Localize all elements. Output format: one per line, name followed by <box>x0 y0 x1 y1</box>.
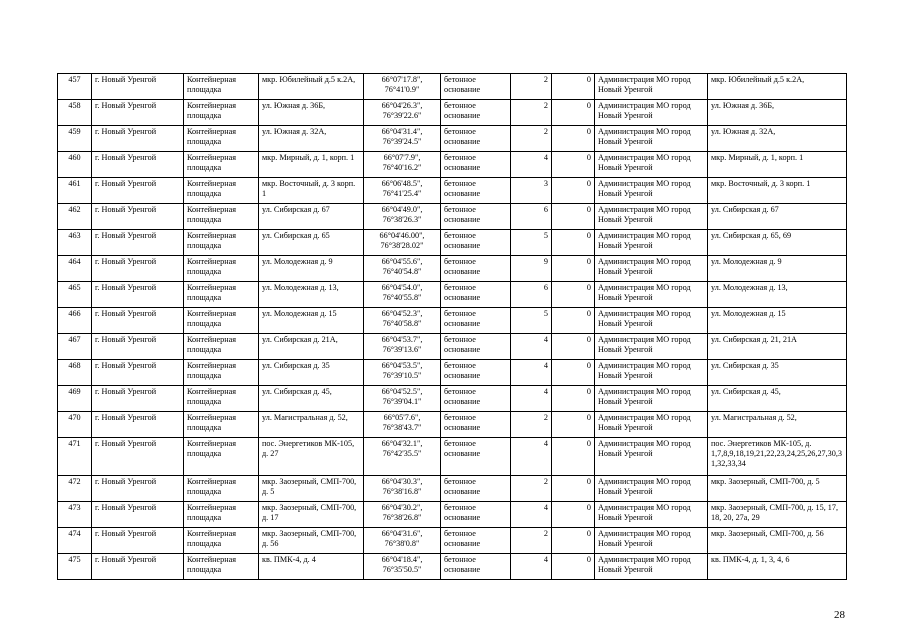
table-row <box>58 386 847 412</box>
city-cell: г. Новый Уренгой <box>92 256 184 282</box>
container-count-cell: 5 <box>511 230 552 256</box>
owner-cell: Администрация МО город Новый Уренгой <box>595 554 708 580</box>
row-number: 474 <box>58 528 92 554</box>
site-type-cell: Контейнерная площадка <box>184 528 259 554</box>
coordinates-cell: 66°04'30.2", 76°38'26.8" <box>364 502 441 528</box>
city-cell: г. Новый Уренгой <box>92 554 184 580</box>
surface-cell: бетонное основание <box>441 386 511 412</box>
city-cell: г. Новый Уренгой <box>92 100 184 126</box>
volume-cell: 0 <box>552 412 595 438</box>
city-cell: г. Новый Уренгой <box>92 438 184 476</box>
coordinates-cell: 66°06'48.5", 76°41'25.4" <box>364 178 441 204</box>
table-row <box>58 178 847 204</box>
owner-cell: Администрация МО город Новый Уренгой <box>595 230 708 256</box>
owner-cell: Администрация МО город Новый Уренгой <box>595 360 708 386</box>
row-number: 475 <box>58 554 92 580</box>
surface-cell: бетонное основание <box>441 334 511 360</box>
surface-cell: бетонное основание <box>441 554 511 580</box>
surface-cell: бетонное основание <box>441 476 511 502</box>
coordinates-cell: 66°04'18.4", 76°35'50.5" <box>364 554 441 580</box>
address-cell: ул. Сибирская д. 67 <box>259 204 364 230</box>
coordinates-cell: 66°04'30.3", 76°38'16.8" <box>364 476 441 502</box>
address-cell: мкр. Заозерный, СМП-700, д. 17 <box>259 502 364 528</box>
owner-cell: Администрация МО город Новый Уренгой <box>595 126 708 152</box>
volume-cell: 0 <box>552 230 595 256</box>
coordinates-cell: 66°04'26.3", 76°39'22.6" <box>364 100 441 126</box>
row-number: 461 <box>58 178 92 204</box>
address-cell: мкр. Восточный, д. 3 корп. 1 <box>259 178 364 204</box>
address-cell: ул. Сибирская д. 21А, <box>259 334 364 360</box>
volume-cell: 0 <box>552 438 595 476</box>
site-type-cell: Контейнерная площадка <box>184 282 259 308</box>
coordinates-cell: 66°04'54.0", 76°40'55.8" <box>364 282 441 308</box>
site-type-cell: Контейнерная площадка <box>184 386 259 412</box>
owner-cell: Администрация МО город Новый Уренгой <box>595 476 708 502</box>
owner-cell: Администрация МО город Новый Уренгой <box>595 308 708 334</box>
surface-cell: бетонное основание <box>441 100 511 126</box>
city-cell: г. Новый Уренгой <box>92 502 184 528</box>
row-number: 469 <box>58 386 92 412</box>
site-type-cell: Контейнерная площадка <box>184 74 259 100</box>
table-row <box>58 256 847 282</box>
owner-cell: Администрация МО город Новый Уренгой <box>595 438 708 476</box>
waste-sources-cell: ул. Молодежная д. 15 <box>708 308 847 334</box>
address-cell: ул. Сибирская д. 45, <box>259 386 364 412</box>
address-cell: ул. Молодежная д. 13, <box>259 282 364 308</box>
table-row <box>58 308 847 334</box>
table-row <box>58 126 847 152</box>
surface-cell: бетонное основание <box>441 282 511 308</box>
surface-cell: бетонное основание <box>441 204 511 230</box>
surface-cell: бетонное основание <box>441 308 511 334</box>
coordinates-cell: 66°04'52.5", 76°39'04.1" <box>364 386 441 412</box>
site-type-cell: Контейнерная площадка <box>184 438 259 476</box>
container-count-cell: 5 <box>511 308 552 334</box>
owner-cell: Администрация МО город Новый Уренгой <box>595 256 708 282</box>
address-cell: ул. Южная д. 32А, <box>259 126 364 152</box>
container-count-cell: 2 <box>511 74 552 100</box>
table-row <box>58 282 847 308</box>
waste-sources-cell: мкр. Заозерный, СМП-700, д. 56 <box>708 528 847 554</box>
surface-cell: бетонное основание <box>441 126 511 152</box>
table-row <box>58 204 847 230</box>
site-type-cell: Контейнерная площадка <box>184 126 259 152</box>
address-cell: кв. ПМК-4, д. 4 <box>259 554 364 580</box>
table-body <box>58 74 847 580</box>
volume-cell: 0 <box>552 476 595 502</box>
container-count-cell: 6 <box>511 282 552 308</box>
address-cell: ул. Магистральная д. 52, <box>259 412 364 438</box>
table-row <box>58 360 847 386</box>
container-count-cell: 4 <box>511 554 552 580</box>
surface-cell: бетонное основание <box>441 528 511 554</box>
waste-sources-cell: ул. Молодежная д. 9 <box>708 256 847 282</box>
address-cell: ул. Молодежная д. 9 <box>259 256 364 282</box>
volume-cell: 0 <box>552 502 595 528</box>
site-type-cell: Контейнерная площадка <box>184 204 259 230</box>
address-cell: мкр. Заозерный, СМП-700, д. 5 <box>259 476 364 502</box>
container-count-cell: 3 <box>511 178 552 204</box>
row-number: 468 <box>58 360 92 386</box>
container-count-cell: 4 <box>511 502 552 528</box>
table-row <box>58 438 847 476</box>
waste-sources-cell: ул. Сибирская д. 67 <box>708 204 847 230</box>
site-type-cell: Контейнерная площадка <box>184 412 259 438</box>
table-row <box>58 74 847 100</box>
waste-sources-cell: пос. Энергетиков МК-105, д. 1,7,8,9,18,19,21,22,23,24,25,26,27,30,31,32,33,34 <box>708 438 847 476</box>
table-row <box>58 554 847 580</box>
owner-cell: Администрация МО город Новый Уренгой <box>595 74 708 100</box>
waste-sources-cell: кв. ПМК-4, д. 1, 3, 4, 6 <box>708 554 847 580</box>
volume-cell: 0 <box>552 126 595 152</box>
row-number: 467 <box>58 334 92 360</box>
row-number: 470 <box>58 412 92 438</box>
city-cell: г. Новый Уренгой <box>92 126 184 152</box>
container-count-cell: 9 <box>511 256 552 282</box>
waste-sources-cell: ул. Южная д. 36Б, <box>708 100 847 126</box>
container-count-cell: 4 <box>511 360 552 386</box>
volume-cell: 0 <box>552 386 595 412</box>
city-cell: г. Новый Уренгой <box>92 360 184 386</box>
site-type-cell: Контейнерная площадка <box>184 178 259 204</box>
coordinates-cell: 66°05'7.6", 76°38'43.7" <box>364 412 441 438</box>
coordinates-cell: 66°07'7.9", 76°40'16.2" <box>364 152 441 178</box>
site-type-cell: Контейнерная площадка <box>184 554 259 580</box>
owner-cell: Администрация МО город Новый Уренгой <box>595 152 708 178</box>
volume-cell: 0 <box>552 100 595 126</box>
surface-cell: бетонное основание <box>441 230 511 256</box>
surface-cell: бетонное основание <box>441 360 511 386</box>
waste-sources-cell: мкр. Заозерный, СМП-700, д. 15, 17, 18, 20, 27а, 29 <box>708 502 847 528</box>
city-cell: г. Новый Уренгой <box>92 74 184 100</box>
row-number: 458 <box>58 100 92 126</box>
volume-cell: 0 <box>552 334 595 360</box>
volume-cell: 0 <box>552 256 595 282</box>
container-count-cell: 2 <box>511 528 552 554</box>
volume-cell: 0 <box>552 528 595 554</box>
coordinates-cell: 66°04'46.00", 76°38'28.02" <box>364 230 441 256</box>
table-row <box>58 528 847 554</box>
surface-cell: бетонное основание <box>441 412 511 438</box>
coordinates-cell: 66°04'31.4", 76°39'24.5" <box>364 126 441 152</box>
site-type-cell: Контейнерная площадка <box>184 308 259 334</box>
volume-cell: 0 <box>552 554 595 580</box>
table-row <box>58 476 847 502</box>
site-type-cell: Контейнерная площадка <box>184 152 259 178</box>
row-number: 466 <box>58 308 92 334</box>
site-type-cell: Контейнерная площадка <box>184 476 259 502</box>
waste-sources-cell: ул. Сибирская д. 21, 21А <box>708 334 847 360</box>
surface-cell: бетонное основание <box>441 438 511 476</box>
waste-sources-cell: ул. Молодежная д. 13, <box>708 282 847 308</box>
owner-cell: Администрация МО город Новый Уренгой <box>595 178 708 204</box>
surface-cell: бетонное основание <box>441 74 511 100</box>
coordinates-cell: 66°04'52.3", 76°40'58.8" <box>364 308 441 334</box>
waste-sources-cell: ул. Южная д. 32А, <box>708 126 847 152</box>
waste-sources-cell: мкр. Заозерный, СМП-700, д. 5 <box>708 476 847 502</box>
site-type-cell: Контейнерная площадка <box>184 100 259 126</box>
container-count-cell: 2 <box>511 412 552 438</box>
city-cell: г. Новый Уренгой <box>92 308 184 334</box>
address-cell: мкр. Мирный, д. 1, корп. 1 <box>259 152 364 178</box>
table-row <box>58 412 847 438</box>
page-number: 28 <box>834 609 845 621</box>
table-row <box>58 152 847 178</box>
city-cell: г. Новый Уренгой <box>92 178 184 204</box>
row-number: 462 <box>58 204 92 230</box>
owner-cell: Администрация МО город Новый Уренгой <box>595 282 708 308</box>
city-cell: г. Новый Уренгой <box>92 476 184 502</box>
site-type-cell: Контейнерная площадка <box>184 360 259 386</box>
owner-cell: Администрация МО город Новый Уренгой <box>595 100 708 126</box>
surface-cell: бетонное основание <box>441 256 511 282</box>
coordinates-cell: 66°04'55.6", 76°40'54.8" <box>364 256 441 282</box>
coordinates-cell: 66°07'17.8", 76°41'0.9" <box>364 74 441 100</box>
volume-cell: 0 <box>552 282 595 308</box>
owner-cell: Администрация МО город Новый Уренгой <box>595 528 708 554</box>
container-count-cell: 4 <box>511 334 552 360</box>
coordinates-cell: 66°04'49.0", 76°38'26.3" <box>364 204 441 230</box>
row-number: 465 <box>58 282 92 308</box>
table-row <box>58 502 847 528</box>
city-cell: г. Новый Уренгой <box>92 386 184 412</box>
row-number: 459 <box>58 126 92 152</box>
address-cell: пос. Энергетиков МК-105, д. 27 <box>259 438 364 476</box>
coordinates-cell: 66°04'31.6", 76°38'0.8" <box>364 528 441 554</box>
container-count-cell: 2 <box>511 476 552 502</box>
waste-sources-cell: мкр. Мирный, д. 1, корп. 1 <box>708 152 847 178</box>
address-cell: ул. Сибирская д. 65 <box>259 230 364 256</box>
container-count-cell: 4 <box>511 152 552 178</box>
city-cell: г. Новый Уренгой <box>92 528 184 554</box>
container-count-cell: 4 <box>511 386 552 412</box>
volume-cell: 0 <box>552 178 595 204</box>
row-number: 460 <box>58 152 92 178</box>
coordinates-cell: 66°04'53.7", 76°39'13.6" <box>364 334 441 360</box>
city-cell: г. Новый Уренгой <box>92 334 184 360</box>
owner-cell: Администрация МО город Новый Уренгой <box>595 412 708 438</box>
city-cell: г. Новый Уренгой <box>92 152 184 178</box>
city-cell: г. Новый Уренгой <box>92 282 184 308</box>
waste-sources-cell: ул. Сибирская д. 45, <box>708 386 847 412</box>
container-count-cell: 6 <box>511 204 552 230</box>
owner-cell: Администрация МО город Новый Уренгой <box>595 386 708 412</box>
coordinates-cell: 66°04'32.1", 76°42'35.5" <box>364 438 441 476</box>
city-cell: г. Новый Уренгой <box>92 204 184 230</box>
coordinates-cell: 66°04'53.5", 76°39'10.5" <box>364 360 441 386</box>
site-type-cell: Контейнерная площадка <box>184 256 259 282</box>
city-cell: г. Новый Уренгой <box>92 230 184 256</box>
row-number: 471 <box>58 438 92 476</box>
address-cell: мкр. Заозерный, СМП-700, д. 56 <box>259 528 364 554</box>
site-type-cell: Контейнерная площадка <box>184 502 259 528</box>
waste-sources-cell: ул. Магистральная д. 52, <box>708 412 847 438</box>
table-row <box>58 334 847 360</box>
address-cell: ул. Южная д. 36Б, <box>259 100 364 126</box>
volume-cell: 0 <box>552 74 595 100</box>
volume-cell: 0 <box>552 152 595 178</box>
surface-cell: бетонное основание <box>441 502 511 528</box>
row-number: 473 <box>58 502 92 528</box>
city-cell: г. Новый Уренгой <box>92 412 184 438</box>
owner-cell: Администрация МО город Новый Уренгой <box>595 502 708 528</box>
address-cell: ул. Сибирская д. 35 <box>259 360 364 386</box>
table-row <box>58 100 847 126</box>
waste-sources-cell: мкр. Восточный, д. 3 корп. 1 <box>708 178 847 204</box>
table-row <box>58 230 847 256</box>
volume-cell: 0 <box>552 360 595 386</box>
row-number: 463 <box>58 230 92 256</box>
container-sites-table <box>57 73 847 580</box>
owner-cell: Администрация МО город Новый Уренгой <box>595 204 708 230</box>
owner-cell: Администрация МО город Новый Уренгой <box>595 334 708 360</box>
row-number: 472 <box>58 476 92 502</box>
row-number: 464 <box>58 256 92 282</box>
container-count-cell: 2 <box>511 100 552 126</box>
site-type-cell: Контейнерная площадка <box>184 230 259 256</box>
waste-sources-cell: ул. Сибирская д. 65, 69 <box>708 230 847 256</box>
site-type-cell: Контейнерная площадка <box>184 334 259 360</box>
row-number: 457 <box>58 74 92 100</box>
container-count-cell: 4 <box>511 438 552 476</box>
address-cell: ул. Молодежная д. 15 <box>259 308 364 334</box>
volume-cell: 0 <box>552 308 595 334</box>
waste-sources-cell: мкр. Юбилейный д.5 к.2А, <box>708 74 847 100</box>
waste-sources-cell: ул. Сибирская д. 35 <box>708 360 847 386</box>
surface-cell: бетонное основание <box>441 152 511 178</box>
surface-cell: бетонное основание <box>441 178 511 204</box>
volume-cell: 0 <box>552 204 595 230</box>
address-cell: мкр. Юбилейный д.5 к.2А, <box>259 74 364 100</box>
container-count-cell: 2 <box>511 126 552 152</box>
